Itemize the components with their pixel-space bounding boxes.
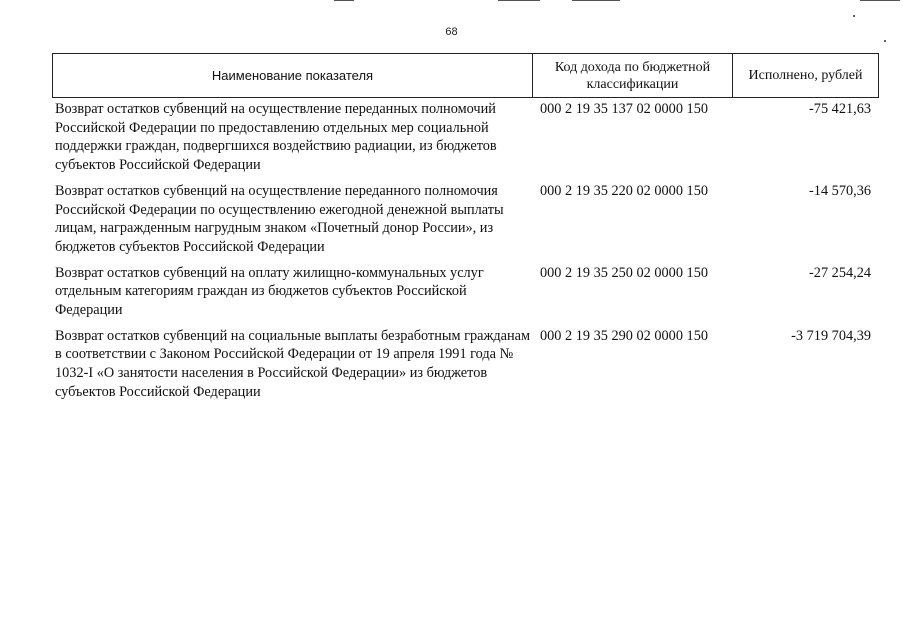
table-row	[55, 264, 879, 320]
row-indicator-name: Возврат остатков субвенций на осуществление переданного полномочия Российской Федерации по осуществлению ежегодной денежной выплаты лицам, награжденным нагрудным знаком «Почетный донор России», из бюджетов субъектов Российской Федерации	[55, 182, 504, 255]
row-executed-amount: -75 421,63	[809, 101, 871, 117]
header-executed: Исполнено, рублей	[732, 54, 878, 97]
table-row	[55, 100, 879, 175]
row-executed-amount: -27 254,24	[809, 264, 871, 281]
row-income-code: 000 2 19 35 137 02 0000 150	[540, 101, 708, 117]
scan-top-marks	[0, 0, 903, 4]
row-executed-amount: -3 719 704,39	[791, 327, 871, 344]
row-executed-amount: -14 570,36	[809, 182, 871, 199]
page-number: 68	[445, 26, 458, 38]
scan-speck	[884, 40, 886, 42]
row-indicator-name: Возврат остатков субвенций на оплату жилищно-коммунальных услуг отдельным категориям граждан из бюджетов субъектов Российской Федерации	[55, 264, 484, 319]
scan-speck	[853, 15, 855, 17]
table-header	[52, 53, 879, 98]
table-row	[55, 327, 879, 402]
table-row	[55, 182, 879, 257]
header-indicator-name: Наименование показателя	[211, 68, 374, 83]
row-income-code: 000 2 19 35 290 02 0000 150	[540, 327, 708, 344]
row-indicator-name: Возврат остатков субвенций на социальные выплаты безработным гражданам в соответствии с Законом Российской Федерации от 19 апреля 1991 года № 1032-I «О занятости населения в Российской Федерации» из бюджетов субъектов Российской Федерации	[55, 327, 531, 400]
row-income-code: 000 2 19 35 250 02 0000 150	[540, 264, 708, 281]
table-body	[55, 100, 879, 409]
row-indicator-name: Возврат остатков субвенций на осуществление переданных полномочий Российской Федерации по предоставлению отдельных мер социальной поддержки граждан, подвергшихся воздействию радиации, из бюджетов субъектов Российской Федерации	[55, 101, 497, 174]
row-income-code: 000 2 19 35 220 02 0000 150	[540, 182, 708, 199]
header-income-code: Код дохода по бюджетной классификации	[532, 54, 732, 97]
